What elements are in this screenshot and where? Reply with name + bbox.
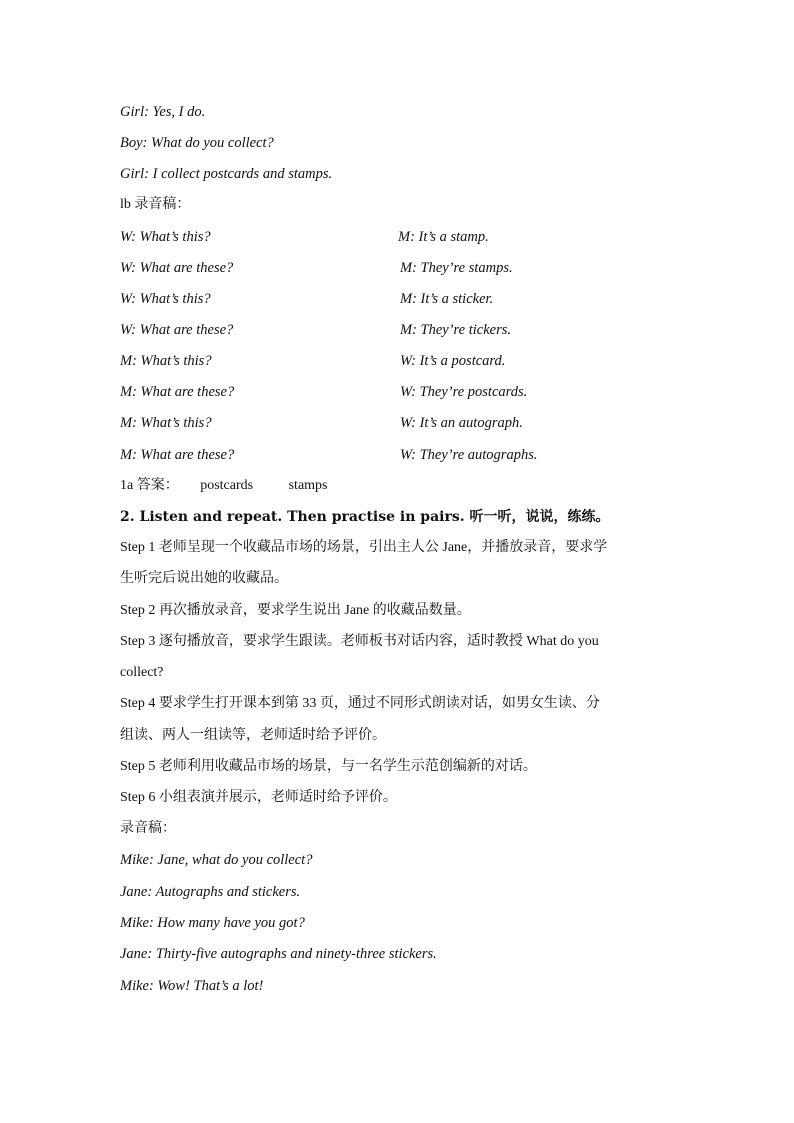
step-line: Step 5 老师利用收藏品市场的场景，与一名学生示范创编新的对话。 (120, 759, 537, 774)
recording-line: Mike: Wow! That’s a lot! (120, 978, 264, 994)
step-line: collect? (120, 665, 164, 680)
lb-answer: W: It’s an autograph. (400, 415, 523, 431)
answers-line (120, 476, 328, 496)
lb-answer: M: It’s a sticker. (400, 291, 494, 307)
lb-answer: W: They’re postcards. (400, 384, 528, 400)
step-line: Step 2 再次播放录音，要求学生说出 Jane 的收藏品数量。 (120, 603, 471, 618)
recording-line: Jane: Thirty-five autographs and ninety-three stickers. (120, 946, 437, 962)
dialogue-line: Girl: I collect postcards and stamps. (120, 166, 333, 182)
lb-answer: M: It’s a stamp. (398, 229, 489, 245)
answer-item: postcards (200, 478, 254, 493)
recording-heading: 录音稿： (120, 821, 176, 836)
lb-question: M: What are these? (120, 447, 235, 463)
lb-question: W: What’s this? (120, 229, 211, 245)
lb-answer: W: They’re autographs. (400, 447, 538, 463)
step-line: Step 6 小组表演并展示，老师适时给予评价。 (120, 790, 397, 805)
lb-question: W: What are these? (120, 260, 234, 276)
step-line: Step 3 逐句播放音，要求学生跟读。老师板书对话内容，适时教授 What do you (120, 634, 599, 649)
lb-answer: M: They’re stamps. (400, 260, 513, 276)
lb-script-heading: lb 录音稿： (120, 197, 191, 212)
step-line: 生听完后说出她的收藏品。 (120, 571, 288, 586)
answer-item: stamps (288, 478, 328, 493)
lb-answer: M: They’re tickers. (400, 322, 511, 338)
recording-line: Jane: Autographs and stickers. (120, 884, 301, 900)
step-line: Step 4 要求学生打开课本到第 33 页，通过不同形式朗读对话，如男女生读、分 (120, 696, 600, 711)
lb-question: M: What are these? (120, 384, 235, 400)
section-heading: 2. Listen and repeat. Then practise in pairs. 听一听，说说，练练。 (120, 509, 610, 525)
lb-question: W: What are these? (120, 322, 234, 338)
dialogue-line: Boy: What do you collect? (120, 135, 274, 151)
step-line: 组读、两人一组读等，老师适时给予评价。 (120, 728, 386, 743)
dialogue-line: Girl: Yes, I do. (120, 104, 206, 120)
recording-line: Mike: Jane, what do you collect? (120, 852, 313, 868)
lb-answer: W: It’s a postcard. (400, 353, 506, 369)
lb-question: M: What’s this? (120, 415, 212, 431)
lb-question: M: What’s this? (120, 353, 212, 369)
answers-label: 1a 答案： (120, 478, 179, 493)
step-line: Step 1 老师呈现一个收藏品市场的场景，引出主人公 Jane，并播放录音，要求学 (120, 540, 608, 555)
lb-question: W: What’s this? (120, 291, 211, 307)
recording-line: Mike: How many have you got? (120, 915, 305, 931)
